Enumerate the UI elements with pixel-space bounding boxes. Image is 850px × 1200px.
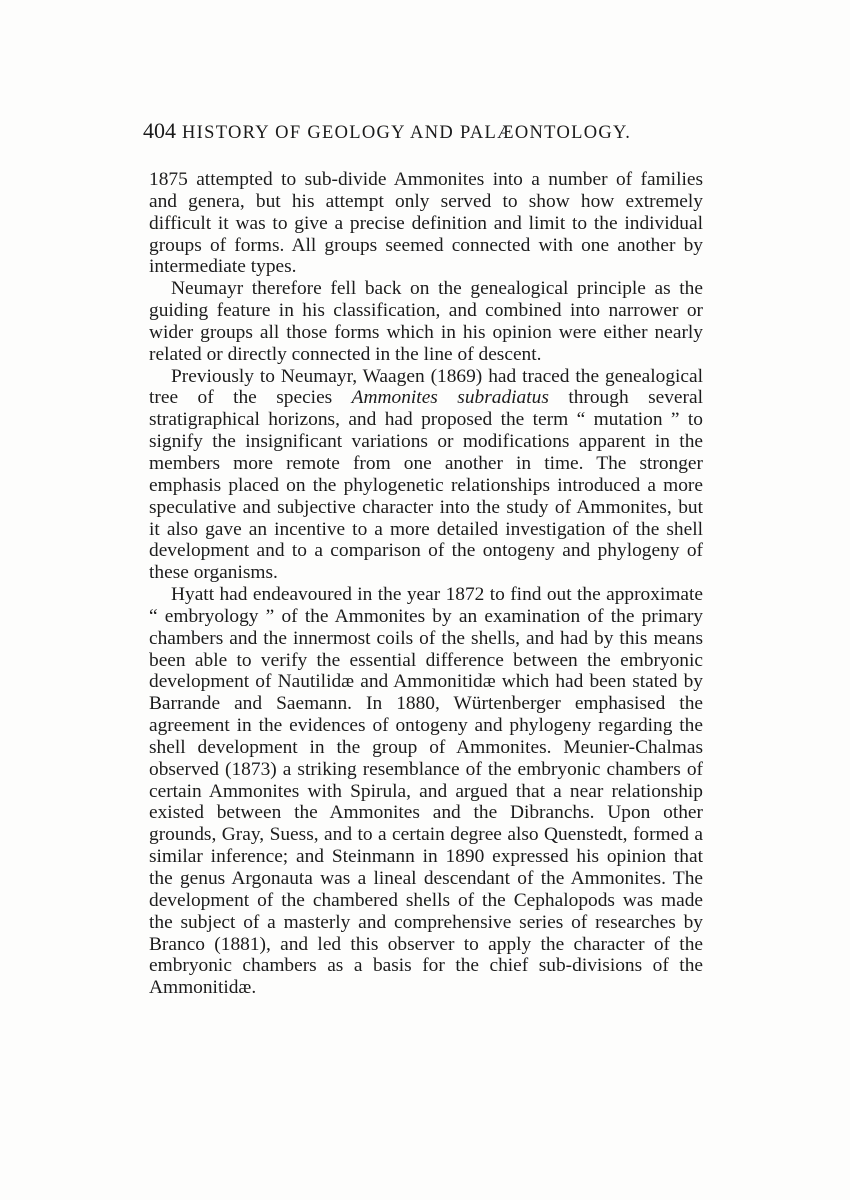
species-name: Ammonites subradiatus — [351, 387, 549, 409]
paragraph-4: Hyatt had endeavoured in the year 1872 to find out the approximate “ embryology ” of the Ammonites by an examination of the primary chambers and the innermost coils of the shells, and had by this means been able to verify the essential difference between the embryonic development of Nautilidæ and Ammonitidæ which had been stated by Barrande and Saemann. In 1880, Würtenberger emphasised the agreement in the evidences of ontogeny and phylogeny regarding the shell development in the group of Ammonites. Meunier-Chalmas observed (1873) a striking resemblance of the embryonic chambers of certain Ammonites with Spirula, and argued that a near relationship existed between the Ammonites and the Dibranchs. Upon other grounds, Gray, Suess, and to a certain degree also Quenstedt, formed a similar inference; and Steinmann in 1890 expressed his opinion that the genus Argonauta was a lineal descendant of the Ammonites. The development of the chambered shells of the Cephalopods was made the subject of a masterly and comprehensive series of researches by Branco (1881), and led this observer to apply the character of the embryonic chambers as a basis for the chief sub-divisions of the Ammonitidæ. — [149, 584, 703, 999]
paragraph-3 — [149, 366, 703, 584]
running-header — [143, 118, 703, 144]
paragraph-2: Neumayr therefore fell back on the genealogical principle as the guiding feature in his classification, and combined into narrower or wider groups all those forms which in his opinion were either nearly related or directly connected in the line of descent. — [149, 278, 703, 365]
page-number: 404 — [143, 118, 176, 143]
paragraph-3-rest: through several stratigraphical horizons, and had proposed the term “ mutation ” to signify the insignificant variations or modifications apparent in the members more remote from one another in time. The stronger emphasis placed on the phylogenetic relationships introduced a more speculative and subjective character into the study of Ammonites, but it also gave an incentive to a more detailed investigation of the shell development and to a comparison of the ontogeny and phylogeny of these organisms. — [149, 387, 703, 584]
body-text — [149, 169, 703, 999]
paragraph-3-lead: Previously to Neumayr, Waagen (1869) had traced the genealogical tree of the species — [149, 365, 703, 409]
running-title: HISTORY OF GEOLOGY AND PALÆONTOLOGY. — [182, 123, 632, 143]
paragraph-1: 1875 attempted to sub-divide Ammonites into a number of families and genera, but his attempt only served to show how extremely difficult it was to give a precise definition and limit to the individual groups of forms. All groups seemed connected with one another by intermediate types. — [149, 169, 703, 278]
